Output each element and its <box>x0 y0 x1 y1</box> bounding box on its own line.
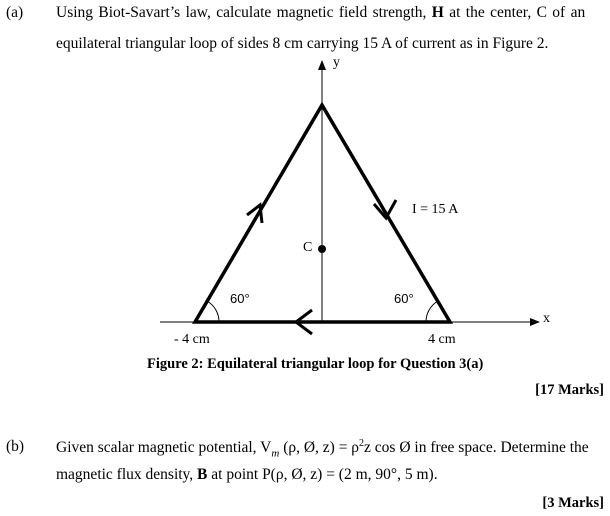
superscript: 2 <box>359 438 365 449</box>
text: at the center, C of an <box>443 4 586 21</box>
center-point <box>318 245 326 253</box>
question-b-line1 <box>56 438 589 459</box>
x-axis-label: x <box>543 311 550 326</box>
text: Given scalar magnetic potential, V <box>56 439 272 457</box>
question-a-label: (a) <box>6 4 24 21</box>
y-axis-label: y <box>333 55 340 70</box>
question-a-marks: [17 Marks] <box>535 382 604 398</box>
figure-caption: Figure 2: Equilateral triangular loop for Question 3(a) <box>147 356 484 372</box>
text: magnetic flux density, <box>56 466 198 483</box>
text: at point P(ρ, Ø, z) = (2 m, 90°, 5 m). <box>207 466 438 483</box>
right-tick-label: 4 cm <box>428 332 456 347</box>
current-label: I = 15 A <box>412 202 459 217</box>
angle-arc-left <box>207 301 219 322</box>
question-b-marks: [3 Marks] <box>542 495 604 511</box>
angle-right-label: 60° <box>394 291 414 306</box>
subscript: m <box>271 447 280 460</box>
bold-h: H <box>431 4 444 21</box>
center-label: C <box>303 240 313 255</box>
question-b-label: (b) <box>6 438 25 455</box>
bold-b: B <box>197 466 208 483</box>
text: Using Biot-Savart’s law, calculate magnetic field strength, <box>56 4 432 21</box>
text: z cos Ø in free space. Determine the <box>364 439 589 457</box>
question-a-line2: equilateral triangular loop of sides 8 cm carrying 15 A of current as in Figure 2. <box>56 35 549 52</box>
text: (ρ, Ø, z) = ρ <box>279 439 360 457</box>
y-axis-arrow-icon <box>318 60 326 70</box>
x-axis-arrow-icon <box>530 318 540 326</box>
left-tick-label: - 4 cm <box>174 332 210 347</box>
question-b-line2 <box>56 466 438 484</box>
angle-left-label: 60° <box>230 291 250 306</box>
angle-arc-right <box>426 301 438 322</box>
